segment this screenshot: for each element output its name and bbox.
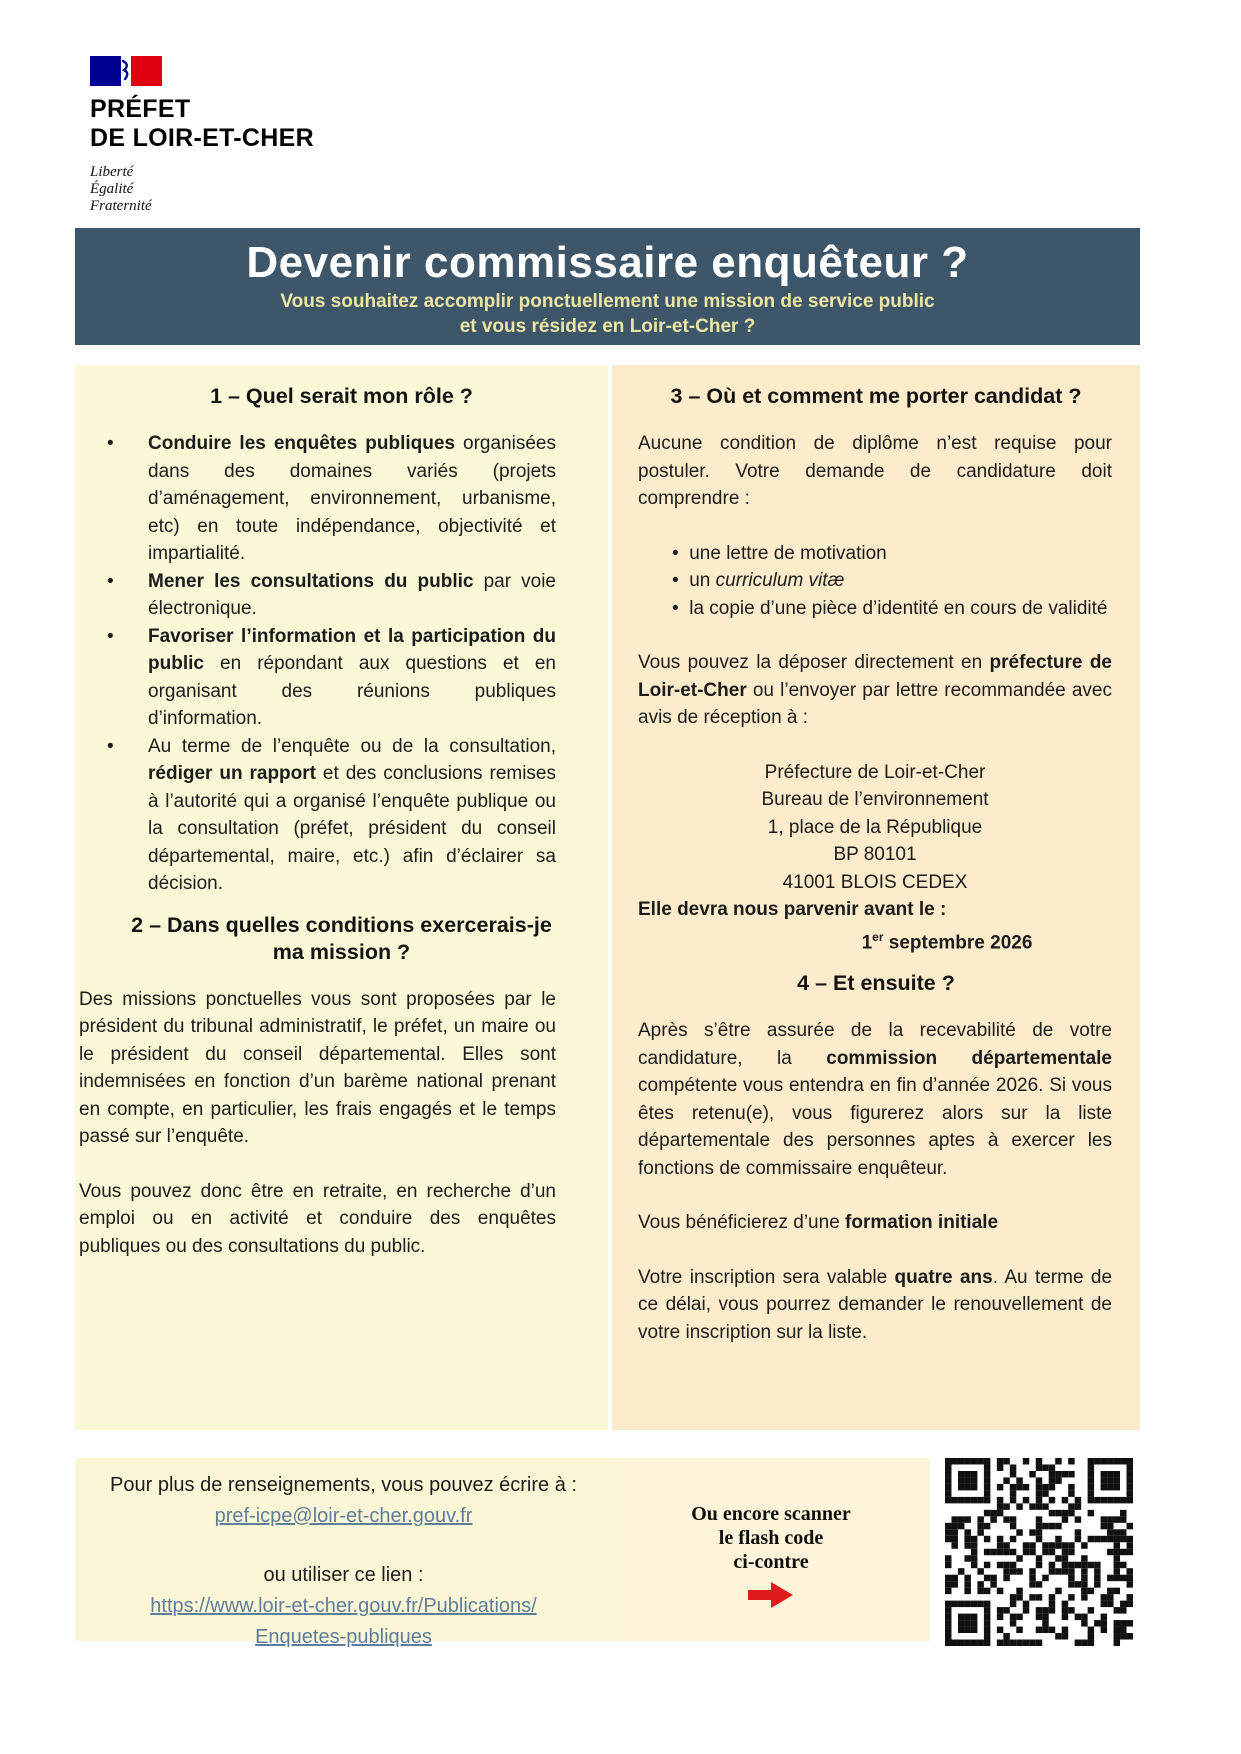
paragraph: Vous pouvez la déposer directement en préfecture de Loir-et-Cher ou l’envoyer par lettre recommandée avec avis de réception à :	[638, 652, 1113, 728]
list-item: • un curriculum vitæ	[672, 567, 1112, 595]
link-intro: ou utiliser ce lien :	[263, 1564, 424, 1586]
contact-box	[75, 1458, 612, 1648]
role-bullet-list	[105, 430, 556, 898]
section-3-heading: 3 – Où et comment me porter candidat ?	[670, 384, 1082, 408]
republic-motto: Liberté Égalité Fraternité	[90, 164, 152, 214]
page-title: Devenir commissaire enquêteur ?	[246, 238, 969, 287]
page-subtitle: Vous souhaitez accomplir ponctuellement une mission de service public et vous résidez en Loir-et-Cher ?	[280, 291, 935, 337]
section-1-heading: 1 – Quel serait mon rôle ?	[210, 384, 473, 408]
list-item: • la copie d’une pièce d’identité en cours de validité	[672, 595, 1112, 623]
paragraph: Vous bénéficierez d’une formation initiale	[638, 1212, 999, 1234]
section-2-heading: 2 – Dans quelles conditions exercerais-je ma mission ?	[131, 912, 552, 964]
flashcode-box: Ou encore scanner le flash code ci-contre	[612, 1458, 930, 1641]
spacer	[75, 1532, 612, 1560]
prefecture-name: PRÉFET DE LOIR-ET-CHER	[90, 95, 314, 152]
prefecture-logo	[90, 56, 314, 215]
list-item: • Favoriser l’information et la participation du public en répondant aux questions et en organisant des réunions publiques d’information.	[105, 623, 556, 733]
paragraph: Aucune condition de diplôme n’est requise pour postuler. Votre demande de candidature doit comprendre :	[638, 433, 1112, 509]
section-4-heading: 4 – Et ensuite ?	[797, 971, 955, 996]
prefecture-address: Préfecture de Loir-et-Cher Bureau de l’environnement 1, place de la République BP 80101 41001 BLOIS CEDEX	[761, 761, 989, 893]
paragraph: Des missions ponctuelles vous sont proposées par le président du tribunal administratif, le préfet, un maire ou le président du conseil départemental. Elles sont indemnisées en fonction d’un barème national prenant en compte, en particulier, les frais engagés et le temps passé sur l’enquête.	[79, 988, 556, 1147]
paragraph: Votre inscription sera valable quatre ans. Au terme de ce délai, vous pourrez demander le renouvellement de votre inscription sur la liste.	[638, 1266, 1113, 1343]
left-column	[75, 365, 608, 1430]
list-item: • une lettre de motivation	[672, 540, 1112, 568]
publications-link[interactable]: https://www.loir-et-cher.gouv.fr/Publications/ Enquetes-publiques	[150, 1595, 537, 1648]
marianne-flag-icon	[90, 56, 162, 86]
list-item: • Mener les consultations du public par voie électronique.	[105, 568, 556, 623]
application-items-list	[672, 540, 1112, 623]
deadline-date: 1er septembre 2026	[861, 929, 1033, 953]
right-column	[612, 365, 1140, 1430]
contact-intro: Pour plus de renseignements, vous pouvez écrire à :	[110, 1474, 577, 1496]
paragraph: Vous pouvez donc être en retraite, en recherche d’un emploi ou en activité et conduire des enquêtes publiques ou des consultations du public.	[79, 1180, 556, 1257]
paragraph: Après s’être assurée de la recevabilité de votre candidature, la commission départementale compétente vous entendra en fin d’année 2026. Si vous êtes retenu(e), vous figurerez alors sur la liste départementale des personnes aptes à exercer les fonctions de commissaire enquêteur.	[638, 1020, 1112, 1179]
qr-code	[945, 1458, 1133, 1646]
red-arrow-icon	[612, 1581, 930, 1615]
list-item: • Conduire les enquêtes publiques organisées dans des domaines variés (projets d’aménagement, environnement, urbanisme, etc) en toute indépendance, objectivité et impartialité.	[105, 430, 556, 568]
title-banner	[75, 228, 1140, 345]
email-link[interactable]: pref-icpe@loir-et-cher.gouv.fr	[214, 1505, 473, 1527]
list-item: • Au terme de l’enquête ou de la consultation, rédiger un rapport et des conclusions remises à l’autorité qui a organisé l’enquête publique ou la consultation (préfet, président du conseil départemental, maire, etc.) afin d’éclairer sa décision.	[105, 733, 556, 898]
deadline-label: Elle devra nous parvenir avant le :	[638, 899, 947, 920]
